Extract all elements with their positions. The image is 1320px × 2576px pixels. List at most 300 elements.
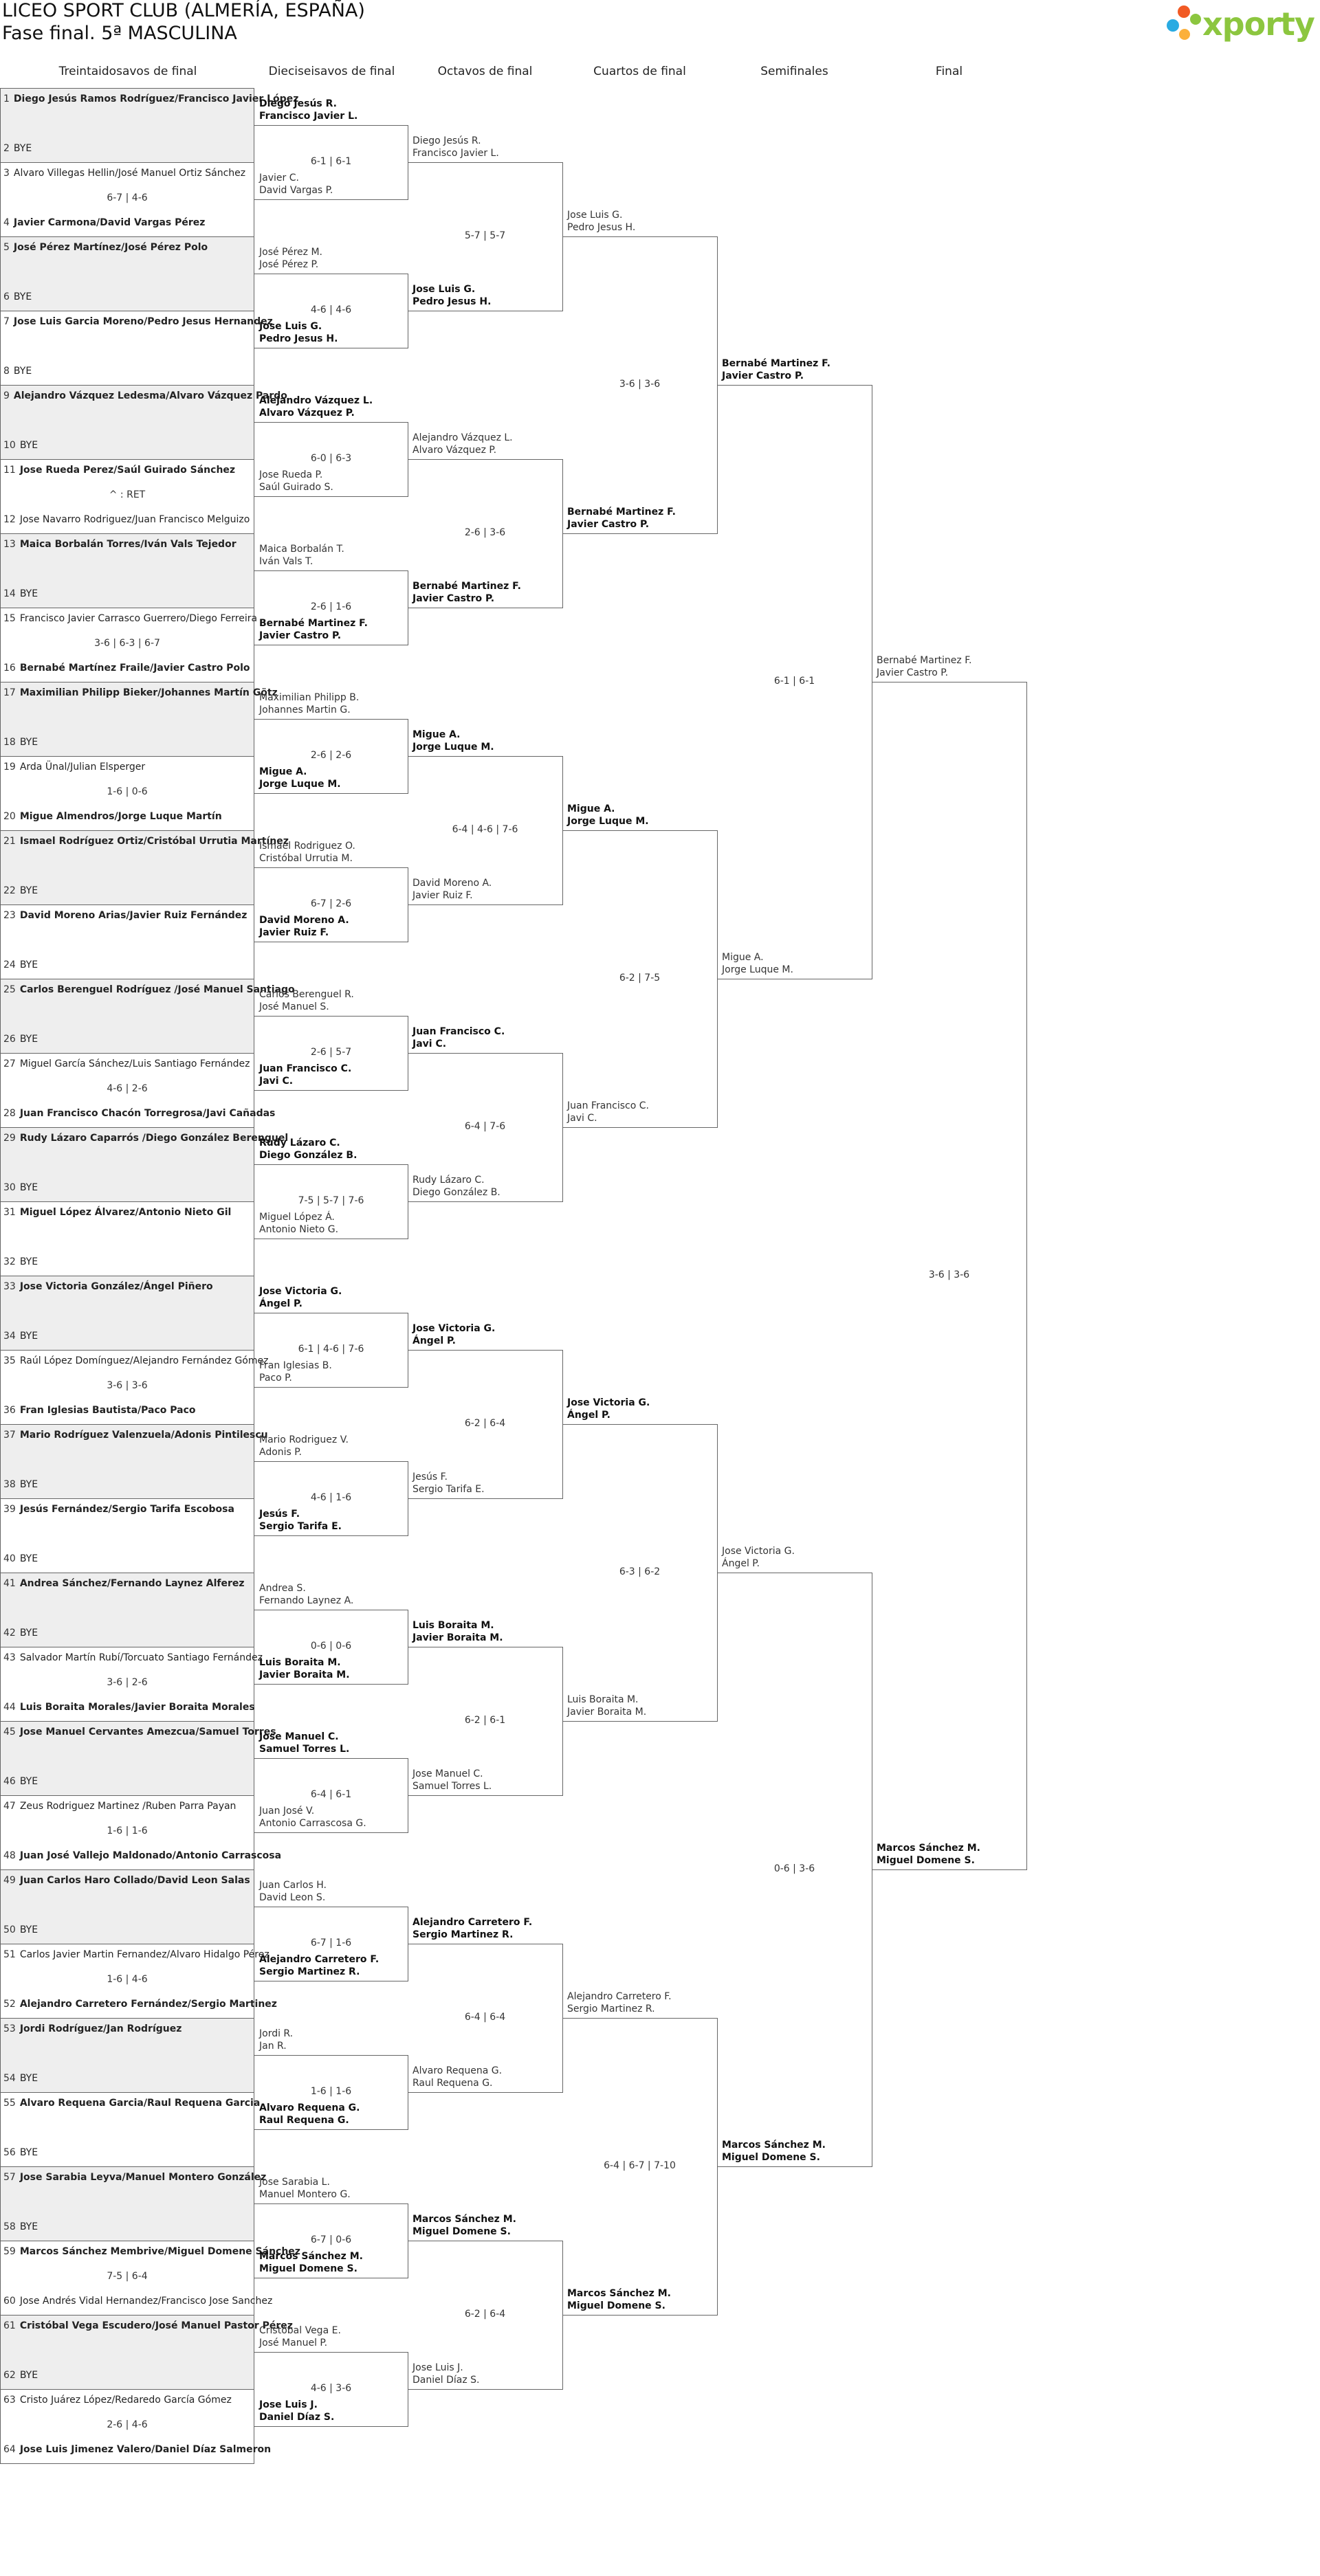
player-name: Daniel Díaz S. (259, 2412, 335, 2423)
team-entry[interactable] (3, 1182, 252, 1193)
player-name: Alvaro Requena G. (259, 2102, 360, 2113)
seed-number: 38 (3, 1479, 16, 1490)
team-entry[interactable] (3, 1578, 252, 1589)
match-score: 1-6 | 1-6 (107, 1825, 148, 1836)
match-score: 1-6 | 1-6 (310, 2086, 352, 2097)
player-name: Bernabé Martinez F. (259, 618, 368, 629)
player-name: Alvaro Vázquez P. (259, 408, 355, 419)
team-entry[interactable] (259, 2176, 351, 2201)
team-entry[interactable] (3, 885, 252, 896)
seed-number: 27 (3, 1058, 16, 1069)
team-entry[interactable] (259, 1805, 366, 1830)
match-score: 6-7 | 1-6 (310, 1937, 352, 1948)
match-score: 6-4 | 6-4 (464, 2012, 506, 2023)
player-name: Javier Boraita M. (259, 1669, 350, 1680)
seed-number: 16 (3, 663, 16, 674)
team-entry[interactable] (259, 1582, 353, 1607)
team-entry[interactable] (3, 959, 252, 970)
team-name: Javier Carmona/David Vargas Pérez (13, 217, 206, 228)
seed-number: 55 (3, 2098, 16, 2109)
seed-number: 63 (3, 2395, 16, 2406)
match-score: 0-6 | 3-6 (773, 1863, 815, 1874)
seed-number: 10 (3, 440, 16, 451)
seed-number: 49 (3, 1875, 16, 1886)
player-name: Jordi R. (259, 2028, 294, 2039)
match-score: 3-6 | 2-6 (107, 1677, 148, 1688)
team-name: Jose Victoria González/Ángel Piñero (19, 1281, 213, 1292)
team-entry[interactable] (3, 687, 278, 698)
team-entry[interactable] (3, 1924, 252, 1935)
team-name: BYE (19, 1479, 38, 1490)
team-entry[interactable] (412, 2213, 516, 2238)
match-score: 0-6 | 0-6 (310, 1641, 352, 1652)
team-entry[interactable] (3, 1726, 276, 1737)
team-entry[interactable] (259, 2250, 363, 2275)
team-name: BYE (19, 1256, 38, 1267)
round-header-qf: Cuartos de final (593, 65, 686, 78)
team-entry[interactable] (3, 1479, 252, 1490)
seed-number: 25 (3, 984, 16, 995)
team-entry[interactable] (3, 1281, 252, 1292)
round-header-r8: Octavos de final (437, 65, 533, 78)
seed-number: 42 (3, 1628, 16, 1639)
player-name: Jose Manuel C. (259, 1731, 339, 1742)
seed-number: 50 (3, 1924, 16, 1935)
player-name: Pedro Jesus H. (259, 333, 338, 344)
team-entry[interactable] (259, 469, 333, 493)
team-name: Mario Rodríguez Valenzuela/Adonis Pintilescu (19, 1430, 268, 1441)
team-name: Jose Rueda Perez/Saúl Guirado Sánchez (19, 465, 236, 476)
team-name: Ismael Rodríguez Ortiz/Cristóbal Urrutia Martínez (19, 836, 289, 847)
team-entry[interactable] (412, 1471, 485, 1496)
player-name: Raul Requena G. (412, 2078, 493, 2089)
bracket-bottom-border (0, 2463, 254, 2464)
team-entry[interactable] (3, 93, 299, 104)
seed-number: 30 (3, 1182, 16, 1193)
player-name: Jose Luis G. (259, 321, 322, 332)
seed-number: 20 (3, 811, 16, 822)
player-name: David Moreno A. (412, 878, 492, 889)
team-entry[interactable] (3, 291, 252, 302)
seed-number: 13 (3, 539, 16, 550)
match-score: 7-5 | 6-4 (107, 2271, 148, 2282)
seed-number: 19 (3, 762, 16, 773)
player-name: Juan Carlos H. (259, 1880, 327, 1891)
seed-number: 62 (3, 2370, 16, 2381)
match-score: 6-4 | 7-6 (464, 1121, 506, 1132)
seed-number: 2 (3, 143, 10, 154)
player-name: Ángel P. (567, 1410, 610, 1421)
team-entry[interactable] (3, 1801, 252, 1812)
team-name: Salvador Martín Rubí/Torcuato Santiago Fernández (19, 1652, 263, 1663)
player-name: Luis Boraita M. (567, 1694, 639, 1705)
team-entry[interactable] (3, 2147, 252, 2158)
team-entry[interactable] (3, 1628, 252, 1639)
player-name: Maica Borbalán T. (259, 544, 344, 555)
team-entry[interactable] (567, 1990, 672, 2015)
team-entry[interactable] (259, 320, 338, 345)
seed-number: 9 (3, 390, 10, 401)
team-entry[interactable] (412, 1916, 532, 1941)
team-entry[interactable] (259, 1063, 351, 1087)
team-entry[interactable] (412, 877, 492, 902)
player-name: Alejandro Carretero F. (412, 1917, 533, 1928)
team-entry[interactable] (412, 1174, 500, 1199)
player-name: Alvaro Vázquez P. (412, 445, 497, 456)
player-name: Samuel Torres L. (412, 1781, 492, 1792)
team-entry[interactable] (259, 543, 344, 568)
match-score: 6-2 | 6-4 (464, 2309, 506, 2320)
player-name: Miguel Domene S. (722, 2152, 820, 2163)
seed-number: 5 (3, 242, 10, 253)
player-name: José Manuel P. (259, 2338, 328, 2349)
player-name: Rudy Lázaro C. (412, 1175, 485, 1186)
team-entry[interactable] (567, 209, 635, 234)
player-name: Francisco Javier L. (412, 148, 499, 159)
team-entry[interactable] (259, 2028, 293, 2052)
team-entry[interactable] (3, 1652, 263, 1663)
match-score: 3-6 | 3-6 (107, 1380, 148, 1391)
team-entry[interactable] (259, 2399, 334, 2423)
team-name: Carlos Javier Martin Fernandez/Alvaro Hidalgo Pérez (19, 1949, 270, 1960)
team-entry[interactable] (3, 2444, 272, 2455)
team-name: Cristo Juárez López/Redaredo García Gómez (19, 2395, 232, 2406)
team-entry[interactable] (3, 910, 252, 921)
player-name: Migue A. (722, 952, 764, 963)
player-name: Bernabé Martinez F. (722, 358, 830, 369)
team-entry[interactable] (259, 1137, 357, 1162)
player-name: Juan Francisco C. (259, 1063, 352, 1074)
team-name: BYE (19, 959, 38, 970)
seed-number: 46 (3, 1776, 16, 1787)
seed-number: 58 (3, 2221, 16, 2232)
team-entry[interactable] (412, 135, 499, 159)
team-name: Juan José Vallejo Maldonado/Antonio Carrascosa (19, 1850, 282, 1861)
player-name: Jose Sarabia L. (259, 2177, 330, 2188)
match-score: 2-6 | 2-6 (310, 750, 352, 761)
player-name: Iván Vals T. (259, 556, 314, 567)
player-name: Jorge Luque M. (567, 816, 649, 827)
match-score: 6-4 | 6-1 (310, 1789, 352, 1800)
team-name: Alejandro Vázquez Ledesma/Alvaro Vázquez Pardo (13, 390, 287, 401)
match-score: 2-6 | 3-6 (464, 527, 506, 538)
team-entry[interactable] (567, 1100, 649, 1124)
team-entry[interactable] (3, 390, 287, 401)
team-entry[interactable] (3, 1256, 252, 1267)
team-entry[interactable] (3, 514, 252, 525)
team-name: Jose Navarro Rodriguez/Juan Francisco Melguizo (19, 514, 250, 525)
seed-number: 39 (3, 1504, 16, 1515)
player-name: José Pérez P. (259, 259, 319, 270)
team-entry[interactable] (3, 539, 252, 550)
team-entry[interactable] (259, 172, 333, 197)
team-entry[interactable] (3, 1058, 252, 1069)
team-name: BYE (13, 143, 32, 154)
team-entry[interactable] (259, 1879, 327, 1904)
team-entry[interactable] (259, 1508, 342, 1533)
player-name: Bernabé Martinez F. (877, 655, 972, 666)
team-entry[interactable] (722, 357, 830, 382)
player-name: Migue A. (259, 766, 307, 777)
seed-number: 26 (3, 1034, 16, 1045)
team-entry[interactable] (3, 2296, 273, 2307)
team-name: BYE (19, 1331, 38, 1342)
team-name: Alejandro Carretero Fernández/Sergio Martinez (19, 1999, 277, 2010)
seed-number: 3 (3, 168, 10, 179)
team-entry[interactable] (259, 1211, 338, 1236)
player-name: Jose Rueda P. (259, 469, 323, 480)
player-name: Jose Victoria G. (412, 1323, 496, 1334)
seed-number: 32 (3, 1256, 16, 1267)
seed-number: 43 (3, 1652, 16, 1663)
player-name: Jose Luis G. (567, 210, 623, 221)
player-name: Marcos Sánchez M. (412, 2214, 516, 2225)
team-entry[interactable] (3, 2246, 300, 2257)
team-name: BYE (19, 1182, 38, 1193)
seed-number: 15 (3, 613, 16, 624)
team-entry[interactable] (3, 1875, 252, 1886)
team-entry[interactable] (3, 836, 289, 847)
seed-number: 22 (3, 885, 16, 896)
player-name: Sergio Martinez R. (259, 1966, 360, 1977)
team-entry[interactable] (3, 1999, 277, 2010)
team-entry[interactable] (3, 1702, 255, 1713)
team-entry[interactable] (877, 1842, 980, 1867)
team-entry[interactable] (3, 1108, 276, 1119)
team-entry[interactable] (259, 2102, 360, 2127)
team-entry[interactable] (3, 2320, 293, 2331)
team-entry[interactable] (412, 2362, 479, 2386)
team-entry[interactable] (3, 1776, 252, 1787)
team-entry[interactable] (722, 2139, 826, 2164)
team-entry[interactable] (412, 2065, 502, 2089)
team-name: BYE (13, 291, 32, 302)
team-entry[interactable] (259, 1434, 349, 1458)
player-name: Alvaro Requena G. (412, 2065, 503, 2076)
player-name: Alejandro Carretero F. (567, 1991, 672, 2002)
team-name: Rudy Lázaro Caparrós /Diego González Berenguel (19, 1133, 289, 1144)
player-name: Jesús F. (259, 1509, 300, 1520)
team-name: Luis Boraita Morales/Javier Boraita Morales (19, 1702, 255, 1713)
player-name: Jorge Luque M. (412, 742, 494, 753)
player-name: Rudy Lázaro C. (259, 1137, 340, 1148)
seed-number: 59 (3, 2246, 16, 2257)
team-entry[interactable] (259, 914, 349, 939)
team-name: BYE (19, 2147, 38, 2158)
player-name: Jorge Luque M. (722, 964, 793, 975)
team-entry[interactable] (259, 691, 359, 716)
team-entry[interactable] (3, 1355, 269, 1366)
team-entry[interactable] (567, 803, 649, 828)
player-name: Marcos Sánchez M. (877, 1843, 980, 1854)
match-score: 7-5 | 5-7 | 7-6 (298, 1195, 364, 1206)
player-name: Luis Boraita M. (412, 1620, 494, 1631)
team-entry[interactable] (259, 395, 373, 419)
team-entry[interactable] (3, 811, 252, 822)
team-entry[interactable] (567, 1694, 646, 1718)
team-entry[interactable] (259, 2324, 341, 2349)
player-name: David Moreno A. (259, 915, 349, 926)
player-name: Jorge Luque M. (259, 779, 341, 790)
team-name: Miguel García Sánchez/Luis Santiago Fernández (19, 1058, 250, 1069)
team-entry[interactable] (3, 440, 252, 451)
team-entry[interactable] (3, 588, 252, 599)
team-entry[interactable] (3, 663, 252, 674)
seed-number: 35 (3, 1355, 16, 1366)
team-name: Miguel López Álvarez/Antonio Nieto Gil (19, 1207, 232, 1218)
player-name: Sergio Tarifa E. (412, 1484, 485, 1495)
team-entry[interactable] (259, 1285, 342, 1310)
player-name: Javier Castro P. (259, 630, 342, 641)
match-score: 6-0 | 6-3 (310, 453, 352, 464)
team-entry[interactable] (412, 283, 491, 308)
team-entry[interactable] (259, 766, 341, 790)
team-entry[interactable] (412, 580, 521, 605)
team-name: Carlos Berenguel Rodríguez /José Manuel Santiago (19, 984, 295, 995)
team-entry[interactable] (3, 168, 252, 179)
page-title: LICEO SPORT CLUB (ALMERÍA, ESPAÑA) (2, 0, 365, 21)
team-name: BYE (19, 1924, 38, 1935)
team-entry[interactable] (567, 1397, 650, 1421)
team-entry[interactable] (259, 988, 354, 1013)
player-name: Johannes Martin G. (259, 704, 351, 715)
team-entry[interactable] (567, 2287, 671, 2312)
team-entry[interactable] (3, 242, 252, 253)
team-name: Andrea Sánchez/Fernando Laynez Alferez (19, 1578, 245, 1589)
team-entry[interactable] (412, 1768, 492, 1792)
seed-number: 18 (3, 737, 16, 748)
team-entry[interactable] (3, 984, 295, 995)
match-score: 6-7 | 0-6 (310, 2234, 352, 2245)
match-score: ^ : RET (109, 489, 146, 500)
team-entry[interactable] (3, 1331, 252, 1342)
player-name: Diego Jesús R. (259, 98, 337, 109)
team-entry[interactable] (3, 1949, 270, 1960)
team-entry[interactable] (3, 613, 258, 624)
team-entry[interactable] (3, 217, 252, 228)
team-entry[interactable] (3, 316, 273, 327)
player-name: Juan José V. (259, 1806, 315, 1817)
round-header-r32: Treintaidosavos de final (58, 65, 197, 78)
match-score: 6-1 | 4-6 | 7-6 (298, 1344, 364, 1355)
player-name: David Leon S. (259, 1892, 326, 1903)
player-name: Pedro Jesus H. (412, 296, 492, 307)
player-name: Javi C. (259, 1076, 294, 1087)
team-entry[interactable] (3, 143, 252, 154)
seed-number: 36 (3, 1405, 16, 1416)
match-score: 4-6 | 3-6 (310, 2383, 352, 2394)
player-name: Javier Ruiz F. (259, 927, 329, 938)
team-entry[interactable] (3, 2073, 252, 2084)
team-entry[interactable] (3, 465, 252, 476)
team-entry[interactable] (3, 1430, 268, 1441)
team-entry[interactable] (3, 762, 252, 773)
team-entry[interactable] (3, 1133, 289, 1144)
team-entry[interactable] (412, 1619, 503, 1644)
player-name: Daniel Díaz S. (412, 2375, 480, 2386)
team-entry[interactable] (3, 1504, 252, 1515)
team-entry[interactable] (412, 1322, 495, 1347)
team-name: Diego Jesús Ramos Rodríguez/Francisco Javier López (13, 93, 299, 104)
team-entry[interactable] (877, 654, 971, 679)
player-name: Luis Boraita M. (259, 1657, 341, 1668)
team-name: BYE (19, 737, 38, 748)
team-name: BYE (19, 1553, 38, 1564)
player-name: Javier Castro P. (412, 593, 495, 604)
seed-number: 56 (3, 2147, 16, 2158)
team-name: Juan Carlos Haro Collado/David Leon Salas (19, 1875, 250, 1886)
seed-number: 51 (3, 1949, 16, 1960)
team-entry[interactable] (3, 1034, 252, 1045)
seed-number: 64 (3, 2444, 16, 2455)
team-entry[interactable] (412, 432, 513, 456)
team-entry[interactable] (3, 737, 252, 748)
team-entry[interactable] (259, 1731, 349, 1755)
team-entry[interactable] (259, 1953, 379, 1978)
seed-number: 29 (3, 1133, 16, 1144)
match-score: 1-6 | 4-6 (107, 1974, 148, 1985)
team-entry[interactable] (259, 1359, 332, 1384)
team-entry[interactable] (412, 1025, 505, 1050)
team-name: Raúl López Domínguez/Alejandro Fernández Gómez (19, 1355, 269, 1366)
seed-number: 12 (3, 514, 16, 525)
player-name: Miguel López Á. (259, 1212, 335, 1223)
player-name: Miguel Domene S. (259, 2263, 358, 2274)
seed-number: 47 (3, 1801, 16, 1812)
team-entry[interactable] (259, 840, 355, 865)
match-score: 6-2 | 7-5 (619, 973, 661, 984)
team-entry[interactable] (259, 617, 368, 642)
team-entry[interactable] (567, 506, 676, 531)
player-name: Diego Jesús R. (412, 135, 481, 146)
team-entry[interactable] (722, 1545, 795, 1570)
seed-number: 40 (3, 1553, 16, 1564)
team-name: BYE (19, 1776, 38, 1787)
team-entry[interactable] (259, 98, 358, 122)
team-entry[interactable] (259, 1656, 350, 1681)
team-entry[interactable] (3, 1405, 252, 1416)
team-entry[interactable] (3, 2172, 267, 2183)
team-entry[interactable] (3, 2221, 252, 2232)
team-entry[interactable] (412, 729, 494, 753)
seed-number: 31 (3, 1207, 16, 1218)
team-entry[interactable] (3, 2023, 252, 2034)
team-entry[interactable] (3, 1850, 282, 1861)
player-name: Manuel Montero G. (259, 2189, 351, 2200)
player-name: Ángel P. (412, 1335, 456, 1346)
team-entry[interactable] (3, 2370, 252, 2381)
seed-number: 6 (3, 291, 10, 302)
seed-number: 48 (3, 1850, 16, 1861)
team-name: BYE (19, 1034, 38, 1045)
team-entry[interactable] (3, 366, 252, 377)
player-name: Andrea S. (259, 1583, 306, 1594)
team-entry[interactable] (3, 2395, 252, 2406)
team-name: Jose Luis Jimenez Valero/Daniel Díaz Salmeron (19, 2444, 272, 2455)
team-entry[interactable] (3, 2098, 261, 2109)
team-entry[interactable] (259, 246, 322, 271)
player-name: Marcos Sánchez M. (259, 2251, 363, 2262)
team-name: BYE (19, 440, 38, 451)
team-entry[interactable] (3, 1207, 252, 1218)
match-score: 5-7 | 5-7 (464, 230, 506, 241)
team-entry[interactable] (722, 951, 793, 976)
player-name: Sergio Martinez R. (412, 1929, 514, 1940)
team-entry[interactable] (3, 1553, 252, 1564)
player-name: Carlos Berenguel R. (259, 989, 354, 1000)
player-name: Jan R. (259, 2041, 287, 2052)
team-name: Marcos Sánchez Membrive/Miguel Domene Sánchez (19, 2246, 300, 2257)
